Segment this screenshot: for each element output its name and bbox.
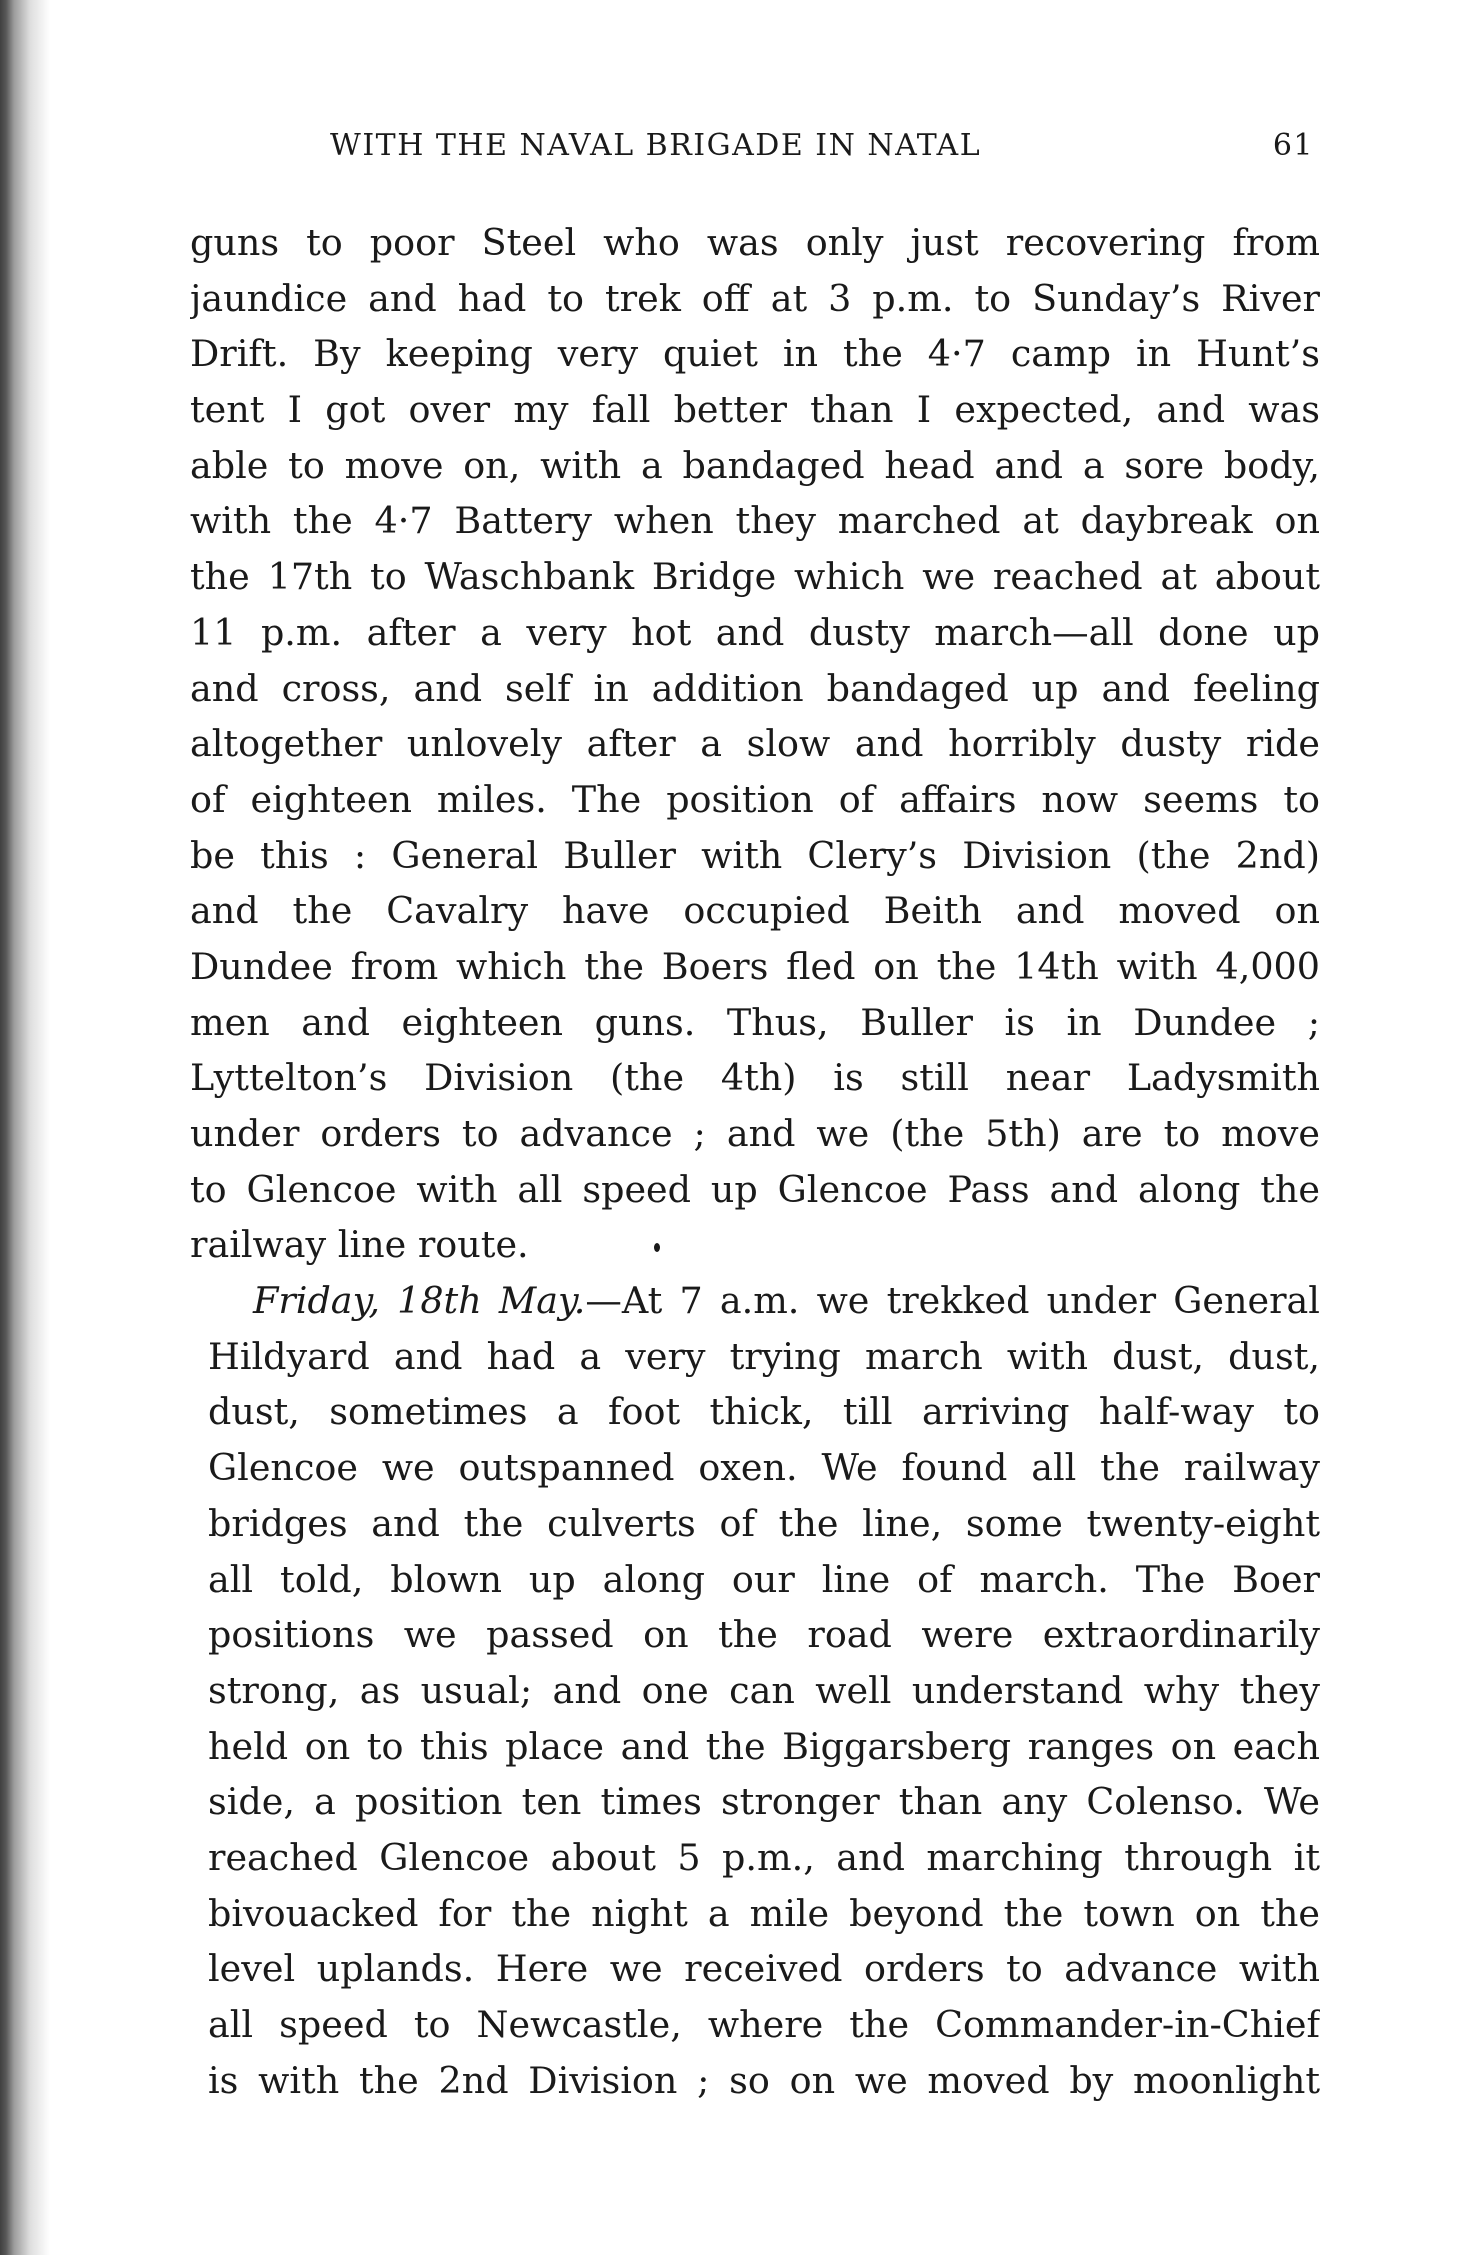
- text-line: is with the 2nd Division ; so on we moved by moonlight: [208, 2058, 1320, 2102]
- text-line: strong, as usual; and one can well understand why they: [208, 1668, 1320, 1712]
- entry-date: Friday, 18th May.: [253, 1279, 586, 1323]
- paragraph-end-line: [190, 1217, 1320, 1273]
- text-line: guns to poor Steel who was only just recovering from: [190, 221, 1320, 264]
- page-number: 61: [1272, 128, 1314, 163]
- text-line: with the 4·7 Battery when they marched at daybreak on: [190, 499, 1320, 543]
- text-line: all told, blown up along our line of march. The Boer: [208, 1557, 1320, 1601]
- text-line: of eighteen miles. The position of affairs now seems to: [190, 777, 1320, 821]
- text-line: the 17th to Waschbank Bridge which we reached at about: [190, 555, 1320, 599]
- text-line: and cross, and self in addition bandaged up and feeling: [190, 666, 1320, 710]
- text-line: Glencoe we outspanned oxen. We found all the railway: [208, 1446, 1320, 1490]
- text-line: all speed to Newcastle, where the Commander-in-Chief: [208, 2003, 1320, 2046]
- running-head: [330, 128, 1314, 178]
- text-line: men and eighteen guns. Thus, Buller is in Dundee ;: [190, 1000, 1320, 1044]
- text-line: level uplands. Here we received orders to advance with: [208, 1947, 1320, 1991]
- text-line: under orders to advance ; and we (the 5th) are to move: [190, 1112, 1320, 1155]
- text-line: side, a position ten times stronger than any Colenso. We: [208, 1780, 1320, 1824]
- text-line: bridges and the culverts of the line, some twenty-eight: [208, 1501, 1320, 1545]
- text-line: to Glencoe with all speed up Glencoe Pass and along the: [190, 1167, 1320, 1211]
- text-line: Lyttelton’s Division (the 4th) is still near Ladysmith: [190, 1056, 1320, 1100]
- text-line: dust, sometimes a foot thick, till arriving half-way to: [208, 1390, 1320, 1434]
- text-line: held on to this place and the Biggarsberg ranges on each: [208, 1724, 1320, 1768]
- text-line: jaundice and had to trek off at 3 p.m. to Sunday’s River: [190, 276, 1320, 320]
- entry-date-continuation: —At 7 a.m. we trekked under General: [585, 1279, 1320, 1323]
- text-line-content: railway line route.: [190, 1223, 529, 1267]
- text-line: Hildyard and had a very trying march with dust, dust,: [208, 1334, 1320, 1378]
- running-title: WITH THE NAVAL BRIGADE IN NATAL: [330, 128, 982, 163]
- text-line: Dundee from which the Boers fled on the 14th with 4,000: [190, 944, 1320, 988]
- text-line: and the Cavalry have occupied Beith and moved on: [190, 889, 1320, 933]
- text-line: able to move on, with a bandaged head and a sore body,: [190, 443, 1320, 487]
- body-text: [190, 215, 1320, 2108]
- text-line: reached Glencoe about 5 p.m., and marching through it: [208, 1835, 1320, 1879]
- text-line: altogether unlovely after a slow and horribly dusty ride: [190, 722, 1320, 766]
- text-line: positions we passed on the road were extraordinarily: [208, 1613, 1320, 1657]
- text-line: tent I got over my fall better than I expected, and was: [190, 388, 1320, 432]
- page-binding-edge: [0, 0, 50, 2255]
- dated-entry-line: [190, 1273, 1320, 1329]
- text-line: Drift. By keeping very quiet in the 4·7 camp in Hunt’s: [190, 332, 1320, 376]
- text-line: be this : General Buller with Clery’s Division (the 2nd): [190, 833, 1320, 877]
- text-line: 11 p.m. after a very hot and dusty march—all done up: [190, 610, 1320, 654]
- text-line: bivouacked for the night a mile beyond the town on the: [208, 1891, 1320, 1935]
- stray-print-mark: [654, 1243, 660, 1252]
